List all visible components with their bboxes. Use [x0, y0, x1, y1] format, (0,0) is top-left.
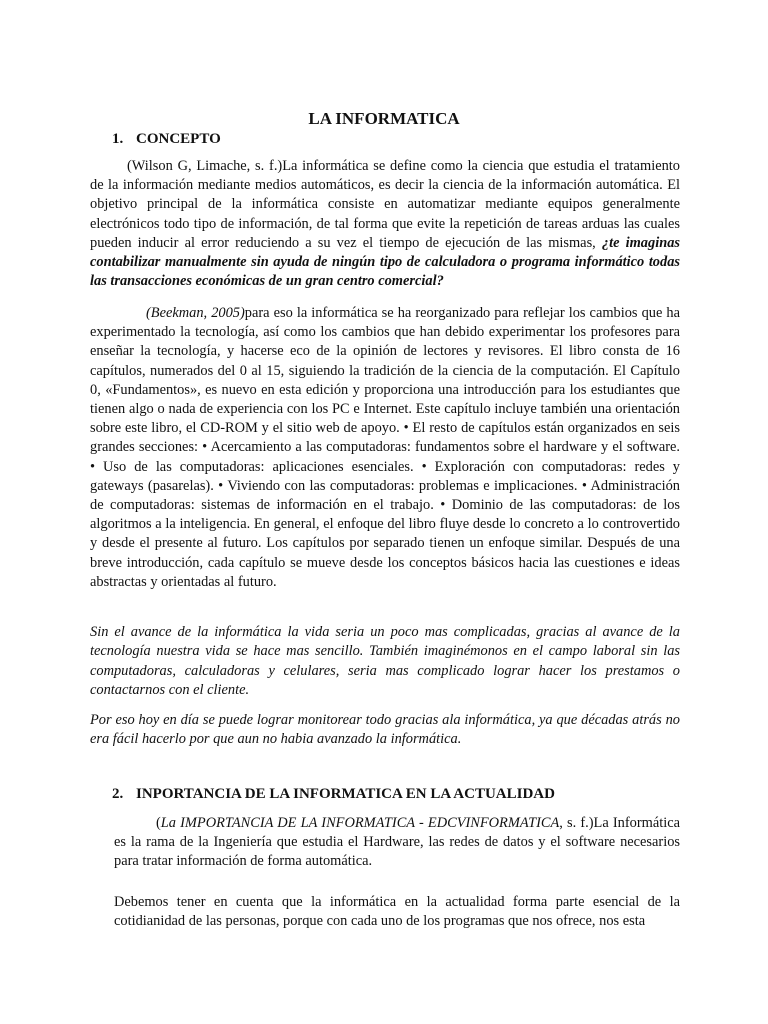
citation-open-paren: (	[156, 815, 161, 831]
importance-paragraph-2: Debemos tener en cuenta que la informática en la actualidad forma parte esencial de la cotidianidad de las personas, porque con cada uno de los programas que nos ofrece, nos esta	[114, 894, 680, 930]
concept-paragraph-2-text: para eso la informática se ha reorganizado para reflejar los cambios que ha experimentado la tecnología, así como los cambios que han debido experimentar los profesores para enseñar la tecnología, y hacerse eco de la opinión de lectores y revisores. El libro consta de 16 capítulos, numerados del 0 al 15, siguiendo la tradición de la ciencia de la computación. El Capítulo 0, «Fundamentos», es nuevo en esta edición y proporciona una introducción para los estudiantes que tienen algo o nada de experiencia con los PC e Internet. Este capítulo incluye también una orientación sobre este libro, el CD-ROM y el sitio web de apoyo. • El resto de capítulos están organizados en seis grandes secciones: • Acercamiento a las computadoras: fundamentos sobre el hardware y el software. • Uso de las computadoras: aplicaciones esenciales. • Exploración con computadoras: redes y gateways (pasarelas). • Viviendo con las computadoras: problemas e implicaciones. • Administración de computadoras: sistemas de información en el trabajo. • Dominio de las computadoras: de los algoritmos a la inteligencia. En general, el enfoque del libro fluye desde lo concreto a lo controvertido y desde el presente al futuro. Los capítulos por separado tienen un enfoque similar. Después de una breve introducción, cada capítulo se mueve desde los conceptos básicos hacia las cuestiones e ideas abstractas y orientadas al futuro.	[90, 305, 681, 590]
section-2-number: 2.	[112, 786, 124, 802]
concept-paragraph-3: Sin el avance de la informática la vida seria un poco mas complicadas, gracias al avance de la tecnología nuestra vida se hace mas sencillo. También imaginémonos en el campo laboral sin las computadoras, calculadoras y celulares, seria mas complicado lograr hacer los prestamos o contactarnos con el cliente.	[90, 624, 680, 698]
concept-paragraph-4: Por eso hoy en día se puede lograr monitorear todo gracias ala informática, ya que décadas atrás no era fácil hacerlo por que aun no habia avanzado la informática.	[90, 712, 680, 748]
concept-question: ¿te imaginas contabilizar manualmente sin ayuda de ningún tipo de calculadora o programa informático todas las transacciones económicas de un gran centro comercial?	[90, 234, 680, 290]
document-title: LA INFORMATICA	[308, 109, 460, 128]
concept-paragraph-1-text: (Wilson G, Limache, s. f.)La informática se define como la ciencia que estudia el tratamiento de la información mediante medios automáticos, es decir la ciencia de la información automática. El objetivo principal de la informática consiste en automatizar mediante equipos generalmente electrónicos todo tipo de información, de tal forma que evite la repetición de tareas arduas las cuales pueden inducir al error reduciendo a su vez el tiempo de ejecución de las mismas,	[90, 158, 680, 251]
section-1-title: CONCEPTO	[136, 131, 221, 147]
section-1-heading	[112, 130, 221, 149]
beekman-citation: (Beekman, 2005)	[146, 305, 245, 321]
importance-paragraph-1-text: , s. f.)La Informática es la rama de la Ingeniería que estudia el Hardware, las redes de datos y el software necesarios para tratar información de forma automática.	[114, 815, 680, 870]
importance-paragraph-1	[114, 814, 680, 872]
section-1-number: 1.	[112, 131, 124, 147]
edcv-citation: La IMPORTANCIA DE LA INFORMATICA - EDCVINFORMATICA	[160, 815, 560, 831]
concept-paragraph-1	[90, 157, 680, 291]
section-2-heading	[112, 785, 555, 804]
section-2-title: INPORTANCIA DE LA INFORMATICA EN LA ACTUALIDAD	[136, 786, 555, 802]
concept-paragraph-2	[90, 304, 680, 592]
